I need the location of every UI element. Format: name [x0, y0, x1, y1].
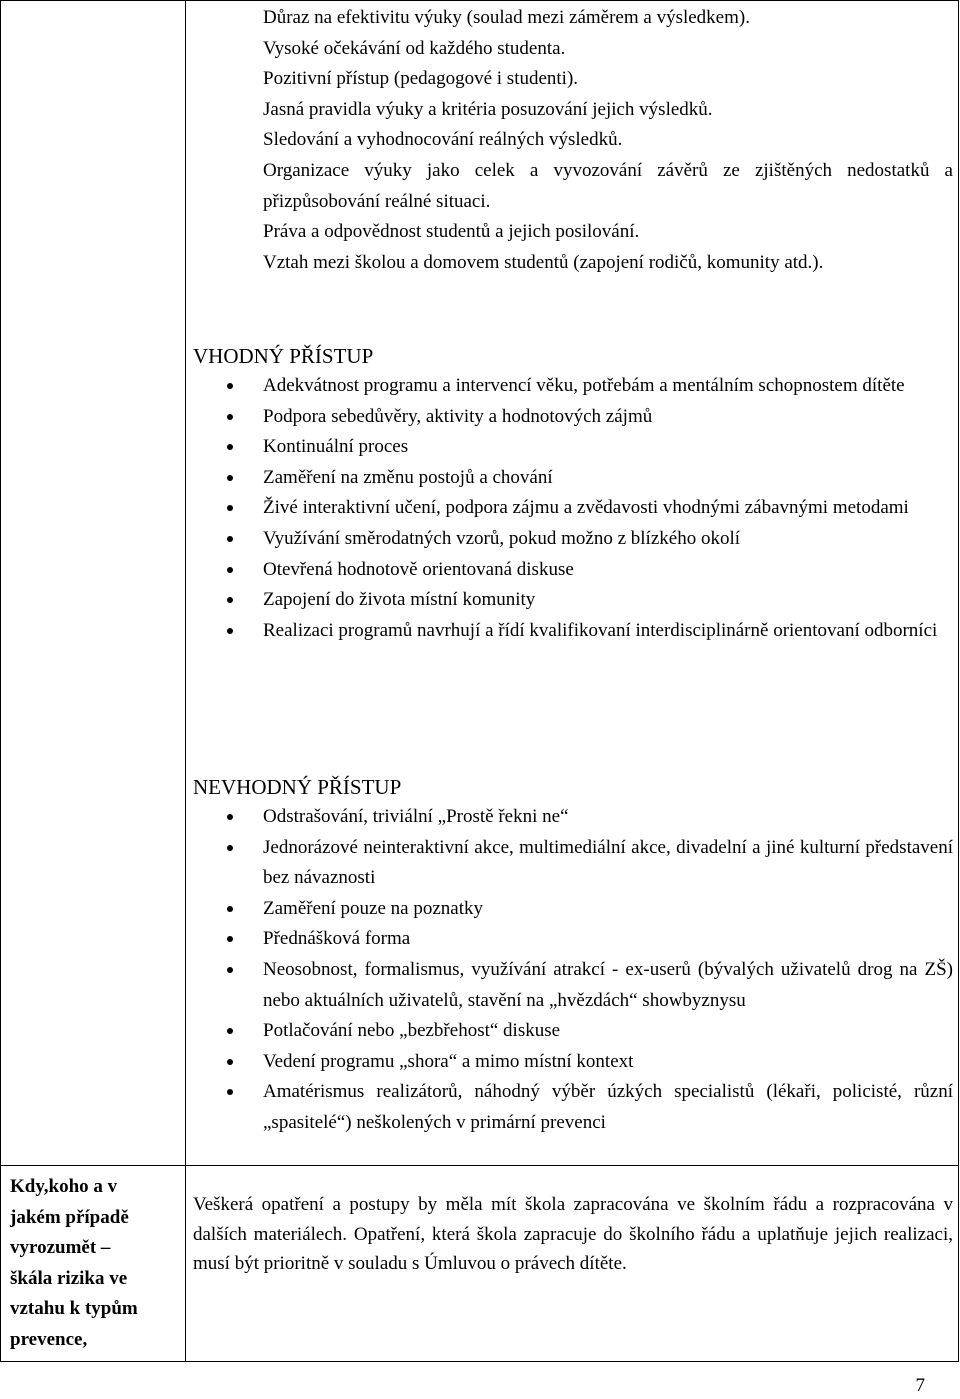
principle-item: Vztah mezi školou a domovem studentů (zapojení rodičů, komunity atd.).	[263, 251, 824, 273]
list-item: Přednášková forma	[193, 924, 953, 955]
list-item: Kontinuální proces	[193, 432, 953, 463]
policy-paragraph: Veškerá opatření a postupy by měla mít škola zapracována ve školním řádu a rozpracována v dalších materiálech. Opatření, která škola zapracuje do školního řádu a uplatňuje jejich realizaci, musí být prioritně v souladu s Úmluvou o právech dítěte.	[193, 1194, 953, 1274]
label-line: Kdy,koho a v	[10, 1176, 118, 1197]
list-item: Vedení programu „shora“ a mimo místní kontext	[193, 1047, 953, 1078]
bullet-icon	[227, 906, 233, 912]
unsuitable-approach-list	[193, 802, 953, 1139]
unsuitable-approach-heading: NEVHODNÝ PŘÍSTUP	[193, 775, 402, 799]
principle-item: Organizace výuky jako celek a vyvozování závěrů ze zjištěných nedostatků a přizpůsobování reálné situaci.	[263, 159, 953, 212]
label-line: jakém případě	[10, 1206, 129, 1228]
list-item: Zapojení do života místní komunity	[193, 585, 953, 616]
suitable-approach-list	[193, 371, 953, 646]
bullet-icon	[227, 628, 233, 634]
list-item: Podpora sebedůvěry, aktivity a hodnotových zájmů	[193, 402, 953, 433]
principle-item: Práva a odpovědnost studentů a jejich posilování.	[263, 221, 640, 243]
list-item: Odstrašování, triviální „Prostě řekni ne“	[193, 802, 953, 833]
list-item: Realizaci programů navrhují a řídí kvalifikovaní interdisciplinárně orientovaní odborníci	[193, 616, 953, 647]
list-item: Adekvátnost programu a intervencí věku, potřebám a mentálním schopnostem dítěte	[193, 371, 953, 402]
principle-item: Jasná pravidla výuky a kritéria posuzování jejich výsledků.	[263, 98, 713, 120]
list-item: Potlačování nebo „bezbřehost“ diskuse	[193, 1016, 953, 1047]
bullet-icon	[227, 444, 233, 450]
page-number: 7	[915, 1375, 925, 1396]
bullet-icon	[227, 1089, 233, 1095]
principles-list	[263, 3, 953, 278]
bullet-icon	[227, 967, 233, 973]
table-border-right	[958, 0, 959, 1362]
principle-item: Pozitivní přístup (pedagogové i studenti).	[263, 68, 579, 90]
suitable-approach-section	[193, 341, 953, 646]
table-border-top	[0, 0, 959, 1]
label-line: vyrozumět –	[10, 1237, 111, 1259]
bullet-icon	[227, 505, 233, 511]
label-line: škála rizika ve	[10, 1267, 128, 1289]
unsuitable-approach-section	[193, 772, 953, 1139]
list-item: Využívání směrodatných vzorů, pokud možno z blízkého okolí	[193, 524, 953, 555]
bullet-icon	[227, 1028, 233, 1034]
list-item: Jednorázové neinteraktivní akce, multimediální akce, divadelní a jiné kulturní představení bez návaznosti	[193, 833, 953, 894]
label-line: vztahu k typům	[10, 1298, 138, 1320]
bullet-icon	[227, 936, 233, 942]
bullet-icon	[227, 414, 233, 420]
label-line: prevence,	[10, 1328, 88, 1350]
principle-item: Sledování a vyhodnocování reálných výsledků.	[263, 129, 623, 151]
notification-label-cell	[10, 1172, 180, 1356]
bullet-icon	[227, 1059, 233, 1065]
bullet-icon	[227, 845, 233, 851]
table-border-left	[0, 0, 1, 1362]
suitable-approach-heading: VHODNÝ PŘÍSTUP	[193, 344, 374, 368]
table-row-divider	[0, 1165, 959, 1166]
bullet-icon	[227, 536, 233, 542]
list-item: Živé interaktivní učení, podpora zájmu a zvědavosti vhodnými zábavnými metodami	[193, 493, 953, 524]
table-border-bottom	[0, 1361, 959, 1362]
list-item: Zaměření pouze na poznatky	[193, 894, 953, 925]
list-item: Zaměření na změnu postojů a chování	[193, 463, 953, 494]
bullet-icon	[227, 567, 233, 573]
table-column-divider	[185, 0, 186, 1362]
list-item: Neosobnost, formalismus, využívání atrakcí - ex-userů (bývalých uživatelů drog na ZŠ) nebo aktuálních uživatelů, stavění na „hvězdách“ showbyznysu	[193, 955, 953, 1016]
bullet-icon	[227, 475, 233, 481]
list-item: Otevřená hodnotově orientovaná diskuse	[193, 555, 953, 586]
bullet-icon	[227, 383, 233, 389]
bullet-icon	[227, 597, 233, 603]
bullet-icon	[227, 814, 233, 820]
principle-item: Důraz na efektivitu výuky (soulad mezi záměrem a výsledkem).	[263, 7, 750, 28]
list-item: Amatérismus realizátorů, náhodný výběr úzkých specialistů (lékaři, policisté, různí „spasitelé“) neškolených v primární prevenci	[193, 1077, 953, 1138]
principle-item: Vysoké očekávání od každého studenta.	[263, 37, 566, 59]
